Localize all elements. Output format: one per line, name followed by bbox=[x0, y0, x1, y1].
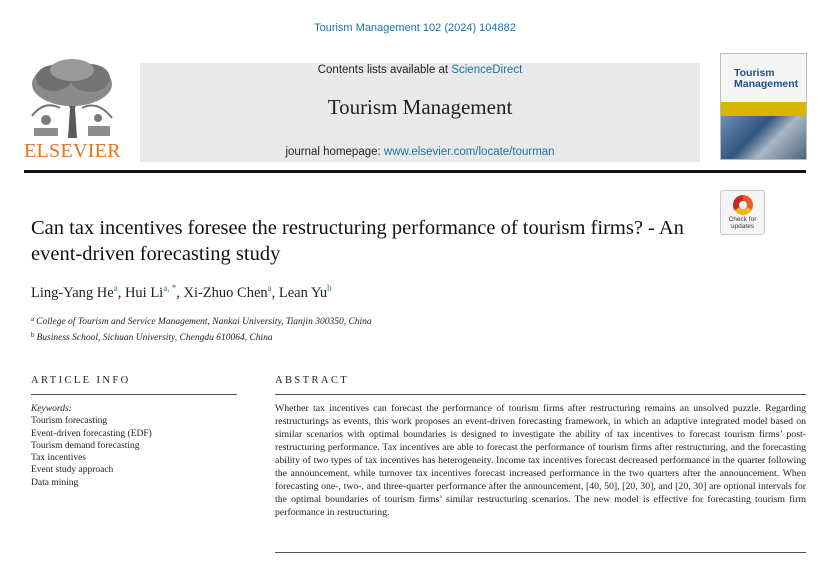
keyword-item: Event-driven forecasting (EDF) bbox=[31, 428, 152, 439]
author-affiliation-marker[interactable]: a, * bbox=[163, 283, 177, 293]
author-name[interactable]: Lean Yu bbox=[278, 285, 328, 301]
cover-strip bbox=[721, 102, 806, 116]
keyword-item: Event study approach bbox=[31, 465, 114, 476]
contents-line bbox=[140, 64, 700, 76]
keyword-item: Data mining bbox=[31, 477, 79, 488]
article-info-divider bbox=[31, 394, 237, 395]
article-info-heading: ARTICLE INFO bbox=[31, 375, 131, 386]
affiliation-text: Business School, Sichuan University, Chengdu 610064, China bbox=[36, 333, 273, 343]
author-name[interactable]: Hui Li bbox=[124, 285, 164, 301]
keyword-item: Tax incentives bbox=[31, 453, 86, 464]
keyword-item: Tourism demand forecasting bbox=[31, 440, 140, 451]
keyword-item: Tourism forecasting bbox=[31, 416, 108, 427]
contents-prefix: Contents lists available at bbox=[317, 64, 452, 76]
author-name[interactable]: Xi-Zhuo Chen bbox=[183, 285, 268, 301]
homepage-line bbox=[140, 146, 700, 158]
check-for-updates-label: Check for updates bbox=[728, 216, 757, 230]
author-list bbox=[31, 283, 332, 302]
header-divider bbox=[24, 170, 806, 173]
abstract-heading: ABSTRACT bbox=[275, 375, 350, 386]
author-separator: , bbox=[117, 285, 125, 301]
article-title: Can tax incentives foresee the restructuring performance of tourism firms? - An event-driven forecasting study bbox=[31, 217, 684, 265]
check-for-updates-button[interactable] bbox=[720, 190, 765, 235]
abstract-divider bbox=[275, 394, 806, 395]
keywords-label: Keywords: bbox=[31, 404, 72, 414]
author-affiliation-marker[interactable]: a bbox=[267, 283, 272, 293]
affiliation-marker: a bbox=[31, 315, 35, 323]
publisher-name[interactable]: ELSEVIER bbox=[24, 140, 121, 162]
cover-photo-collage bbox=[721, 116, 806, 160]
author-separator: , bbox=[176, 285, 184, 301]
abstract-bottom-divider bbox=[275, 552, 806, 553]
journal-homepage-link[interactable]: www.elsevier.com/locate/tourman bbox=[383, 146, 555, 158]
homepage-prefix: journal homepage: bbox=[285, 146, 384, 158]
keywords-list bbox=[31, 403, 251, 489]
affiliation-marker: b bbox=[31, 331, 35, 339]
abstract-text: Whether tax incentives can forecast the performance of tourism firms after restructuring remains an unsolved puzzle. Regarding restructurings as events, this work proposes an event-driven forecasting framework, in which an adaptive integrated model based on similar scenarios with optimal boundaries is designed to investigate the ability of tax incentives to forecast tourism firms’ post-restructuring performance. Tax incentives are able to forecast the performance of tourism firms after restructuring, and the forecasting ability of two types of tax incentives has heterogeneity. Income tax incentives forecast decreased performance in the quarter following the announcement, while turnover tax incentives forecast increased performance in the two quarters after the announcement. When forecasting one-, two-, and three-quarter performance after the announcement, [40, 50], [20, 30], and [20, 30] are optional intervals for the optimal boundaries of tourism firms’ similar restructuring scenarios. The new model is effective for forecasting tourism firm performance in restructuring. bbox=[275, 403, 806, 518]
author-affiliation-marker[interactable]: a bbox=[113, 283, 118, 293]
journal-citation[interactable]: Tourism Management 102 (2024) 104882 bbox=[314, 22, 516, 34]
tree-icon bbox=[24, 56, 120, 140]
affiliation-item bbox=[31, 313, 372, 329]
affiliations bbox=[31, 313, 372, 345]
journal-title: Tourism Management bbox=[327, 95, 513, 119]
sciencedirect-link[interactable]: ScienceDirect bbox=[451, 64, 523, 76]
journal-cover-image[interactable] bbox=[720, 53, 807, 160]
author-separator: , bbox=[271, 285, 279, 301]
author-name[interactable]: Ling-Yang He bbox=[31, 285, 114, 301]
publisher-logo bbox=[24, 56, 120, 162]
journal-header-band bbox=[140, 63, 700, 162]
affiliation-item bbox=[31, 329, 372, 345]
author-affiliation-marker[interactable]: b bbox=[327, 283, 332, 293]
check-for-updates-icon bbox=[733, 195, 753, 215]
cover-title: Tourism Management bbox=[734, 67, 799, 90]
affiliation-text: College of Tourism and Service Management, Nankai University, Tianjin 300350, China bbox=[36, 317, 372, 327]
